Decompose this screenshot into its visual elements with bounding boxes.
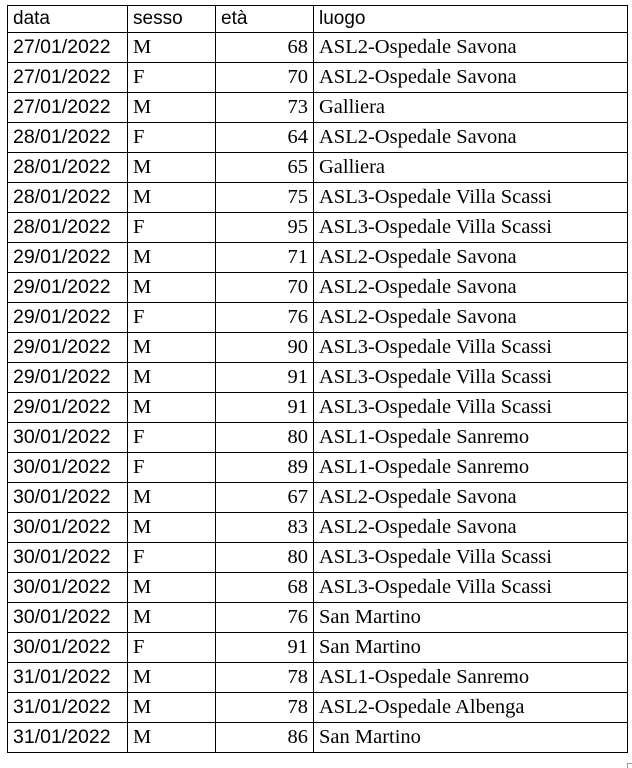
cell-sesso: M bbox=[128, 663, 216, 693]
cell-luogo: ASL3-Ospedale Villa Scassi bbox=[314, 393, 628, 423]
cell-data: 31/01/2022 bbox=[8, 723, 128, 753]
table-row bbox=[8, 33, 628, 63]
cell-data: 29/01/2022 bbox=[8, 333, 128, 363]
cell-data: 29/01/2022 bbox=[8, 273, 128, 303]
cell-luogo: ASL3-Ospedale Villa Scassi bbox=[314, 213, 628, 243]
table-row bbox=[8, 273, 628, 303]
cell-sesso: M bbox=[128, 93, 216, 123]
cell-sesso: M bbox=[128, 723, 216, 753]
table-row bbox=[8, 63, 628, 93]
cell-eta: 67 bbox=[216, 483, 314, 513]
column-header-eta: età bbox=[216, 6, 314, 33]
cell-data: 27/01/2022 bbox=[8, 93, 128, 123]
cell-eta: 70 bbox=[216, 63, 314, 93]
table-row bbox=[8, 693, 628, 723]
cell-eta: 89 bbox=[216, 453, 314, 483]
cell-luogo: ASL2-Ospedale Savona bbox=[314, 33, 628, 63]
cell-sesso: M bbox=[128, 273, 216, 303]
cell-eta: 95 bbox=[216, 213, 314, 243]
cell-luogo: San Martino bbox=[314, 603, 628, 633]
table-row bbox=[8, 363, 628, 393]
cell-sesso: M bbox=[128, 513, 216, 543]
table-row bbox=[8, 303, 628, 333]
cell-data: 30/01/2022 bbox=[8, 423, 128, 453]
cell-luogo: ASL1-Ospedale Sanremo bbox=[314, 423, 628, 453]
cell-sesso: M bbox=[128, 183, 216, 213]
table-row bbox=[8, 573, 628, 603]
cell-eta: 86 bbox=[216, 723, 314, 753]
cell-luogo: ASL2-Ospedale Savona bbox=[314, 483, 628, 513]
column-header-data: data bbox=[8, 6, 128, 33]
cell-sesso: F bbox=[128, 423, 216, 453]
cell-luogo: San Martino bbox=[314, 723, 628, 753]
cell-eta: 91 bbox=[216, 393, 314, 423]
cell-sesso: M bbox=[128, 363, 216, 393]
cell-luogo: ASL3-Ospedale Villa Scassi bbox=[314, 363, 628, 393]
column-header-luogo: luogo bbox=[314, 6, 628, 33]
table-row bbox=[8, 333, 628, 363]
cell-data: 30/01/2022 bbox=[8, 573, 128, 603]
table-row bbox=[8, 423, 628, 453]
column-header-sesso: sesso bbox=[128, 6, 216, 33]
cell-sesso: M bbox=[128, 573, 216, 603]
table-row bbox=[8, 123, 628, 153]
patient-table bbox=[7, 5, 628, 753]
cell-eta: 91 bbox=[216, 363, 314, 393]
table-row bbox=[8, 483, 628, 513]
table-row bbox=[8, 453, 628, 483]
cell-luogo: ASL2-Ospedale Savona bbox=[314, 243, 628, 273]
cell-eta: 90 bbox=[216, 333, 314, 363]
cell-data: 29/01/2022 bbox=[8, 393, 128, 423]
cell-eta: 76 bbox=[216, 603, 314, 633]
cell-sesso: F bbox=[128, 543, 216, 573]
cell-eta: 91 bbox=[216, 633, 314, 663]
cell-luogo: ASL1-Ospedale Sanremo bbox=[314, 663, 628, 693]
cell-data: 27/01/2022 bbox=[8, 33, 128, 63]
table-row bbox=[8, 663, 628, 693]
table-row bbox=[8, 513, 628, 543]
table-row bbox=[8, 183, 628, 213]
table-row bbox=[8, 723, 628, 753]
table-row bbox=[8, 213, 628, 243]
cell-eta: 83 bbox=[216, 513, 314, 543]
cell-luogo: ASL3-Ospedale Villa Scassi bbox=[314, 543, 628, 573]
cell-data: 28/01/2022 bbox=[8, 123, 128, 153]
header-row bbox=[8, 6, 628, 33]
cell-eta: 71 bbox=[216, 243, 314, 273]
cell-data: 30/01/2022 bbox=[8, 453, 128, 483]
cell-data: 30/01/2022 bbox=[8, 633, 128, 663]
cell-data: 29/01/2022 bbox=[8, 363, 128, 393]
cell-luogo: ASL2-Ospedale Savona bbox=[314, 123, 628, 153]
cell-sesso: F bbox=[128, 213, 216, 243]
cell-luogo: ASL2-Ospedale Savona bbox=[314, 273, 628, 303]
cell-data: 28/01/2022 bbox=[8, 213, 128, 243]
cell-sesso: M bbox=[128, 333, 216, 363]
cell-sesso: M bbox=[128, 243, 216, 273]
cell-eta: 76 bbox=[216, 303, 314, 333]
cell-luogo: ASL1-Ospedale Sanremo bbox=[314, 453, 628, 483]
cell-luogo: ASL3-Ospedale Villa Scassi bbox=[314, 573, 628, 603]
table-row bbox=[8, 633, 628, 663]
cell-eta: 80 bbox=[216, 543, 314, 573]
cell-data: 31/01/2022 bbox=[8, 693, 128, 723]
cell-data: 31/01/2022 bbox=[8, 663, 128, 693]
table-row bbox=[8, 153, 628, 183]
table-row bbox=[8, 543, 628, 573]
cell-sesso: F bbox=[128, 633, 216, 663]
cell-data: 28/01/2022 bbox=[8, 183, 128, 213]
cell-luogo: ASL2-Ospedale Savona bbox=[314, 513, 628, 543]
cell-sesso: M bbox=[128, 483, 216, 513]
cell-luogo: ASL2-Ospedale Savona bbox=[314, 303, 628, 333]
cell-sesso: M bbox=[128, 393, 216, 423]
cell-sesso: F bbox=[128, 123, 216, 153]
cell-luogo: ASL3-Ospedale Villa Scassi bbox=[314, 333, 628, 363]
cell-luogo: Galliera bbox=[314, 93, 628, 123]
cell-luogo: ASL2-Ospedale Savona bbox=[314, 63, 628, 93]
page-corner-mark bbox=[627, 763, 632, 768]
table-body bbox=[8, 33, 628, 753]
cell-luogo: San Martino bbox=[314, 633, 628, 663]
cell-data: 28/01/2022 bbox=[8, 153, 128, 183]
cell-eta: 80 bbox=[216, 423, 314, 453]
cell-eta: 78 bbox=[216, 663, 314, 693]
cell-data: 30/01/2022 bbox=[8, 603, 128, 633]
cell-sesso: M bbox=[128, 153, 216, 183]
cell-eta: 73 bbox=[216, 93, 314, 123]
cell-eta: 68 bbox=[216, 573, 314, 603]
cell-luogo: Galliera bbox=[314, 153, 628, 183]
cell-eta: 68 bbox=[216, 33, 314, 63]
cell-data: 30/01/2022 bbox=[8, 513, 128, 543]
cell-eta: 75 bbox=[216, 183, 314, 213]
cell-eta: 65 bbox=[216, 153, 314, 183]
cell-data: 30/01/2022 bbox=[8, 483, 128, 513]
table-row bbox=[8, 93, 628, 123]
cell-data: 29/01/2022 bbox=[8, 243, 128, 273]
cell-sesso: F bbox=[128, 303, 216, 333]
cell-eta: 64 bbox=[216, 123, 314, 153]
cell-data: 29/01/2022 bbox=[8, 303, 128, 333]
cell-luogo: ASL3-Ospedale Villa Scassi bbox=[314, 183, 628, 213]
table-row bbox=[8, 393, 628, 423]
cell-data: 27/01/2022 bbox=[8, 63, 128, 93]
cell-sesso: M bbox=[128, 603, 216, 633]
table-row bbox=[8, 603, 628, 633]
cell-sesso: M bbox=[128, 33, 216, 63]
table-row bbox=[8, 243, 628, 273]
cell-data: 30/01/2022 bbox=[8, 543, 128, 573]
cell-eta: 78 bbox=[216, 693, 314, 723]
cell-luogo: ASL2-Ospedale Albenga bbox=[314, 693, 628, 723]
cell-eta: 70 bbox=[216, 273, 314, 303]
cell-sesso: M bbox=[128, 693, 216, 723]
cell-sesso: F bbox=[128, 63, 216, 93]
cell-sesso: F bbox=[128, 453, 216, 483]
